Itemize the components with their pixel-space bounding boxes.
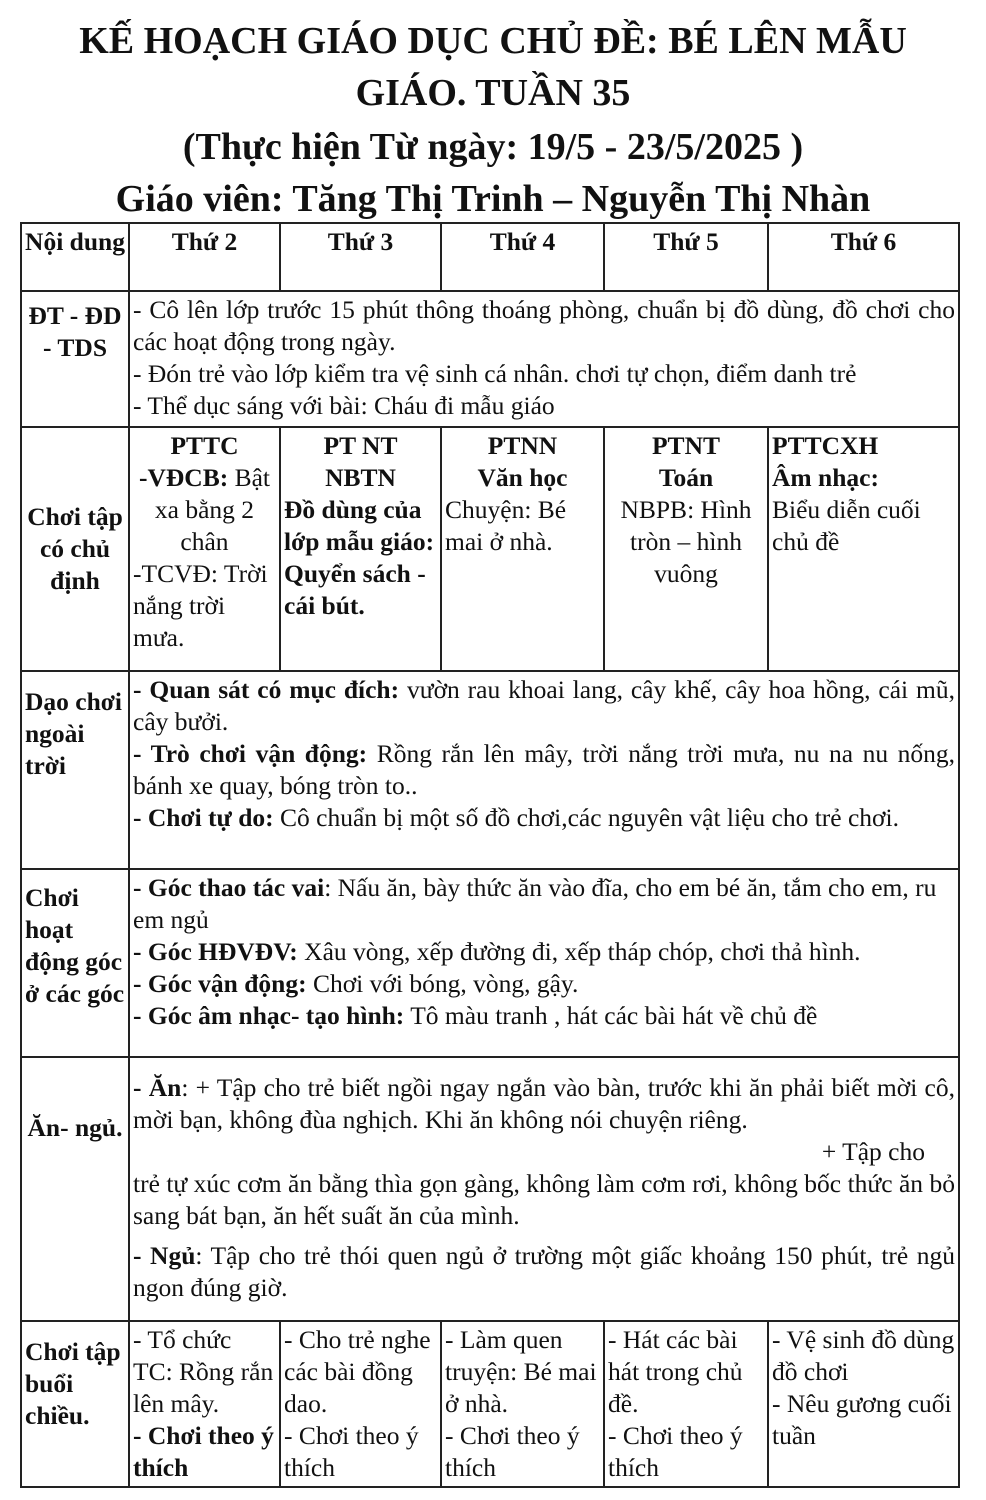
cell-tue	[280, 1321, 441, 1487]
row-label: Chơi tập có chủ định	[21, 427, 129, 671]
text	[133, 462, 276, 558]
row-dao-choi	[21, 671, 959, 869]
text: : Tập cho trẻ thói quen ngủ ở trường một giấc khoảng 150 phút, trẻ ngủ ngon đúng giờ.	[133, 1241, 955, 1302]
text-line: - Cô lên lớp trước 15 phút thông thoáng phòng, chuẩn bị đồ dùng, đồ chơi cho các hoạt động trong ngày.	[133, 295, 955, 356]
header-day: Thứ 2	[129, 223, 280, 291]
text: - Chơi theo ý thích	[445, 1421, 580, 1482]
text-bold: - Ăn	[133, 1073, 182, 1102]
subject: Văn học	[477, 463, 568, 492]
text-line: trẻ tự xúc cơm ăn bằng thìa gọn gàng, không làm cơm rơi, không bốc thức ăn bỏ sang bát bạn, ăn hết suất ăn của mình.	[133, 1169, 955, 1230]
text: - Tổ chức TC: Rồng rắn lên mây.	[133, 1325, 274, 1418]
row-content	[129, 869, 959, 1057]
text-line	[133, 738, 955, 802]
subject: PTNN	[487, 431, 558, 460]
text-bold: - Góc vận động:	[133, 969, 307, 998]
cell-thu	[604, 427, 768, 671]
text-bold: - Quan sát có mục đích:	[133, 675, 400, 704]
text: - Làm quen truyện: Bé mai ở nhà.	[445, 1325, 597, 1418]
row-don-tre	[21, 291, 959, 427]
text: Rồng rắn lên mây, trời nắng trời mưa, nu na nu nống, bánh xe quay, bóng tròn to..	[133, 739, 955, 800]
header-row	[21, 223, 959, 291]
subject: Âm nhạc:	[772, 463, 879, 492]
text-line	[133, 872, 955, 936]
text-line: - Đón trẻ vào lớp kiểm tra vệ sinh cá nhân. chơi tự chọn, điểm danh trẻ	[133, 359, 857, 388]
text: vườn rau khoai lang, cây khế, cây hoa hồng, cái mũ, cây bưởi.	[133, 675, 955, 736]
cell-wed	[441, 427, 604, 671]
text-bold: - Góc âm nhạc- tạo hình:	[133, 1001, 405, 1030]
text: - Nêu gương cuối tuần	[772, 1389, 952, 1450]
text: Đồ dùng của lớp mẫu giáo: Quyển sách - cái bút.	[284, 495, 435, 620]
text-line	[133, 968, 955, 1000]
plan-table	[20, 222, 960, 1488]
row-label: ĐT - ĐD - TDS	[21, 291, 129, 427]
text: Bật xa bằng 2 chân	[154, 463, 271, 556]
cell-mon	[129, 427, 280, 671]
row-goc	[21, 869, 959, 1057]
header-day: Thứ 3	[280, 223, 441, 291]
text: : Nấu ăn, bày thức ăn vào đĩa, cho em bé ăn, tắm cho em, ru em ngủ	[133, 873, 937, 934]
row-content	[129, 291, 959, 427]
text: -TCVĐ: Trời nắng trời mưa.	[133, 559, 268, 652]
text-bold: - Chơi theo ý thích	[133, 1421, 274, 1482]
row-choi-chieu	[21, 1321, 959, 1487]
text-line	[133, 802, 955, 834]
text-bold: - Góc HĐVĐV:	[133, 937, 298, 966]
row-an-ngu	[21, 1057, 959, 1321]
text: : + Tập cho trẻ biết ngồi ngay ngắn vào bàn, trước khi ăn phải biết mời cô, mời bạn, không đùa nghịch. Khi ăn không nói chuyện riêng.	[133, 1073, 955, 1134]
header-day: Thứ 6	[768, 223, 959, 291]
row-label: Dạo chơi ngoài trời	[21, 671, 129, 869]
header-day: Thứ 5	[604, 223, 768, 291]
text-line	[133, 674, 955, 738]
text-bold: -VĐCB:	[138, 463, 229, 492]
text: NBPB: Hình tròn – hình vuông	[620, 495, 752, 588]
text-line	[133, 1000, 955, 1032]
text-bold: - Trò chơi vận động:	[133, 739, 368, 768]
text-bold: - Ngủ	[133, 1241, 196, 1270]
text-line	[133, 936, 955, 968]
text: - Chơi theo ý thích	[284, 1421, 419, 1482]
text: Chuyện: Bé mai ở nhà.	[445, 495, 567, 556]
subject: PTTCXH	[772, 431, 879, 460]
row-choi-tap	[21, 427, 959, 671]
text: Biểu diễn cuối chủ đề	[772, 495, 921, 556]
text: Cô chuẩn bị một số đồ chơi,các nguyên vật liệu cho trẻ chơi.	[273, 803, 899, 832]
cell-mon	[129, 1321, 280, 1487]
text: - Vệ sinh đồ dùng đồ chơi	[772, 1325, 955, 1386]
cell-thu	[604, 1321, 768, 1487]
subject: PT NT	[323, 431, 398, 460]
teachers: Giáo viên: Tăng Thị Trinh – Nguyễn Thị Nhàn	[115, 178, 871, 220]
cell-wed	[441, 1321, 604, 1487]
text: Chơi với bóng, vòng, gậy.	[306, 969, 579, 998]
text: Tô màu tranh , hát các bài hát về chủ đề	[404, 1001, 818, 1030]
subject: Toán	[658, 463, 714, 492]
subject: NBTN	[325, 463, 396, 492]
header-content: Nội dung	[21, 223, 129, 291]
text-line: + Tập cho	[821, 1137, 925, 1166]
row-label: Chơi tập buổi chiều.	[21, 1321, 129, 1487]
page-title-line-2: GIÁO. TUẦN 35	[355, 72, 631, 114]
cell-tue	[280, 427, 441, 671]
page-title-line-1: KẾ HOẠCH GIÁO DỤC CHỦ ĐỀ: BÉ LÊN MẪU	[79, 20, 907, 62]
date-range: (Thực hiện Từ ngày: 19/5 - 23/5/2025 )	[182, 126, 804, 168]
text-bold: - Góc thao tác vai	[133, 873, 325, 902]
row-content	[129, 671, 959, 869]
text: Xâu vòng, xếp đường đi, xếp tháp chóp, chơi thả hình.	[297, 937, 861, 966]
header-day: Thứ 4	[441, 223, 604, 291]
row-label: Chơi hoạt động góc ở các góc	[21, 869, 129, 1057]
text-line	[133, 1240, 955, 1304]
text: - Chơi theo ý thích	[608, 1421, 743, 1482]
subject: PTNT	[651, 431, 720, 460]
text: - Cho trẻ nghe các bài đồng dao.	[284, 1325, 431, 1418]
text-line: - Thể dục sáng với bài: Cháu đi mẫu giáo	[133, 391, 555, 420]
row-label: Ăn- ngủ.	[21, 1057, 129, 1321]
cell-fri	[768, 427, 959, 671]
text-line	[133, 1072, 955, 1136]
cell-fri	[768, 1321, 959, 1487]
subject: PTTC	[170, 431, 239, 460]
row-content	[129, 1057, 959, 1321]
text-bold: - Chơi tự do:	[133, 803, 274, 832]
text: - Hát các bài hát trong chủ đề.	[608, 1325, 743, 1418]
